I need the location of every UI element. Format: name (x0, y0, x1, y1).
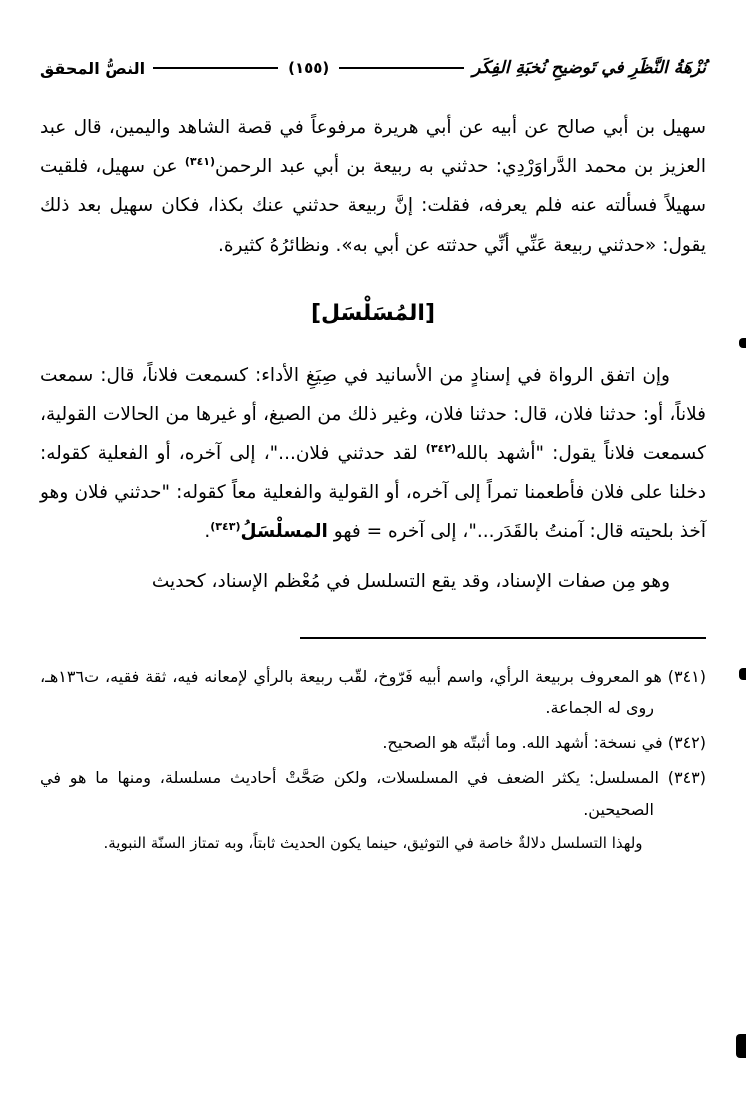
footnote-ref-342: (٣٤٢) (425, 441, 456, 455)
term-musalsal: المسلْسَلُ (240, 521, 328, 543)
footnote-341: (٣٤١) هو المعروف بربيعة الرأي، واسم أبيه فَرّوخ، لقّب ربيعة بالرأي لإمعانه فيه، ثقة فقيه، ت١٣٦هـ، روى له الجماعة. (40, 666, 706, 717)
text-run: لقد حدثني فلان..."، إلى آخره، أو الفعلية كقوله: دخلنا على فلان فأطعمنا تمراً إلى آخره، أو القولية والفعلية معاً كقوله: "حدثني فلان وهو آخذ بلحيته قال: آمنتُ بالقَدَر..."، إلى آخره = فهو (40, 442, 706, 543)
paragraph-2 (40, 356, 706, 552)
paragraph-1 (40, 108, 706, 265)
header-rule-left (153, 67, 278, 69)
page-header (40, 58, 706, 78)
footnote-342: (٣٤٢) في نسخة: أشهد الله. وما أثبتّه هو الصحيح. (382, 733, 706, 753)
section-heading: [المُسَلْسَل] (310, 300, 436, 326)
footnote-ref-341: (٣٤١) (184, 155, 216, 169)
running-head: النصُّ المحقق (39, 58, 146, 78)
footnote-343: (٣٤٣) المسلسل: يكثر الضعف في المسلسلات، ولكن صَحَّتْ أحاديث مسلسلة، ومنها ما هو في الصحيحين. (40, 768, 706, 819)
book-title: نُزْهَةُ النَّظَرِ في تَوضيحِ نُخبَةِ الفِكَر (472, 58, 706, 78)
scan-artifact (739, 338, 746, 348)
paragraph-3: وهو مِن صفات الإسناد، وقد يقع التسلسل في مُعْظم الإسناد، كحديث (151, 570, 670, 592)
footnote-closing-note: ولهذا التسلسل دلالةٌ خاصة في التوثيق، حينما يكون الحديث ثابتاً، وبه تمتاز السنّة النبوية. (103, 833, 643, 852)
scan-artifact (736, 1034, 746, 1058)
footnote-separator (300, 637, 706, 639)
text-run: وإن اتفق الرواة في إسنادٍ من الأسانيد في صِيَغِ الأداء: كسمعت فلاناً، قال: سمعت فلاناً، أو: حدثنا فلان، قال: حدثنا فلان، وغير ذلك من الصيغ، أو غيرها من الحالات القولية، كسمعت فلاناً يقول: "أشهد بالله (40, 364, 706, 464)
text-run: . (204, 521, 211, 543)
footnote-ref-343: (٣٤٣) (210, 520, 241, 534)
text-run: سهيل بن أبي صالح عن أبيه عن أبي هريرة مرفوعاً في قصة الشاهد واليمين، قال عبد العزيز بن محمد الدَّراوَرْدِي: حدثني به ربيعة بن أبي عبد الرحمن (40, 117, 706, 178)
text-run: عن سهيل، فلقيت سهيلاً فسألته عنه فلم يعرفه، فقلت: إنَّ ربيعة حدثني عنك بكذا، فكان سهيل بعد ذلك يقول: «حدثني ربيعة عَنِّي أنِّي حدثته عن أبي به». ونظائرُهُ كثيرة. (40, 156, 706, 256)
scan-artifact (739, 668, 746, 680)
header-rule-right (339, 67, 464, 69)
footnotes-block (40, 661, 706, 858)
main-text (40, 108, 706, 601)
page-number: (١٥٥) (288, 59, 330, 77)
